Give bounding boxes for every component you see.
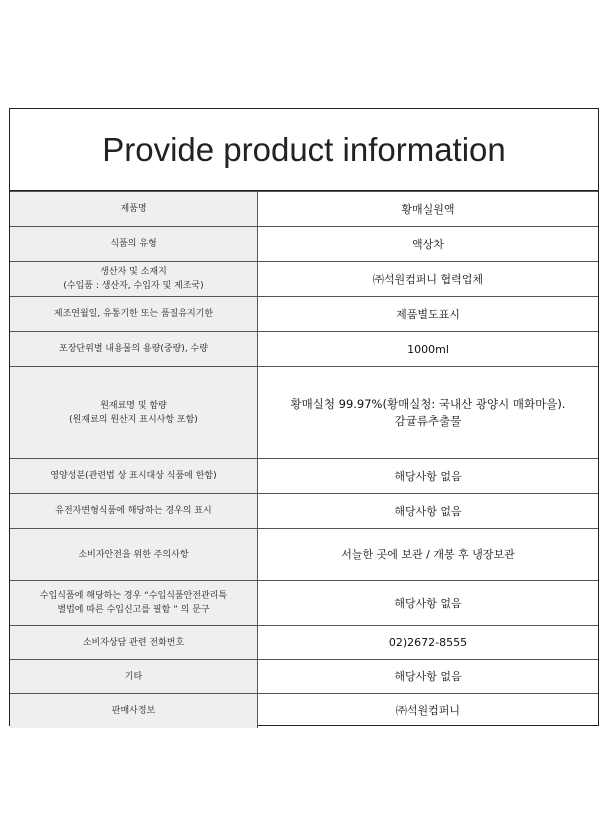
row-label: 제품명 [10, 192, 258, 227]
row-value: 해당사항 없음 [258, 459, 599, 494]
row-label: 포장단위별 내용물의 용량(중량), 수량 [10, 332, 258, 367]
row-label: 제조연월일, 유통기한 또는 품질유지기한 [10, 297, 258, 332]
row-value: 제품별도표시 [258, 297, 599, 332]
product-info-sheet [9, 108, 599, 726]
table-row [10, 581, 598, 626]
table-row [10, 459, 598, 494]
row-label: 유전자변형식품에 해당하는 경우의 표시 [10, 494, 258, 529]
row-label: 소비자상담 관련 전화번호 [10, 626, 258, 660]
table-row [10, 367, 598, 459]
table-row [10, 494, 598, 529]
table-row [10, 626, 598, 660]
row-value: 1000ml [258, 332, 599, 367]
row-label: 기타 [10, 660, 258, 694]
row-label: 판매사정보 [10, 694, 258, 728]
table-row [10, 297, 598, 332]
row-value: 해당사항 없음 [258, 581, 599, 626]
table-row [10, 332, 598, 367]
row-label: 영양성분(관련법 상 표시대상 식품에 한함) [10, 459, 258, 494]
product-info-table [10, 191, 598, 728]
row-value: ㈜석원컴퍼니 [258, 694, 599, 728]
row-value: 해당사항 없음 [258, 494, 599, 529]
row-value: 황매실청 99.97%(황매실청: 국내산 광양시 매화마을). 감귤류추출물 [258, 367, 599, 459]
row-value: ㈜석원컴퍼니 협력업체 [258, 262, 599, 297]
row-label: 원재료명 및 함량 (원재료의 원산지 표시사항 포함) [10, 367, 258, 459]
table-row [10, 694, 598, 728]
row-label: 소비자안전을 위한 주의사항 [10, 529, 258, 581]
page-title: Provide product information [10, 109, 598, 191]
row-value: 해당사항 없음 [258, 660, 599, 694]
row-label: 생산자 및 소재지 (수입품 : 생산자, 수입자 및 제조국) [10, 262, 258, 297]
table-row [10, 227, 598, 262]
table-row [10, 262, 598, 297]
table-row [10, 192, 598, 227]
table-row [10, 529, 598, 581]
table-row [10, 660, 598, 694]
row-value: 02)2672-8555 [258, 626, 599, 660]
row-label: 수입식품에 해당하는 경우 “수입식품안전관리특 별법에 따른 수입신고를 필함 ” 의 문구 [10, 581, 258, 626]
row-value: 황매실원액 [258, 192, 599, 227]
row-value: 서늘한 곳에 보관 / 개봉 후 냉장보관 [258, 529, 599, 581]
row-label: 식품의 유형 [10, 227, 258, 262]
row-value: 액상차 [258, 227, 599, 262]
